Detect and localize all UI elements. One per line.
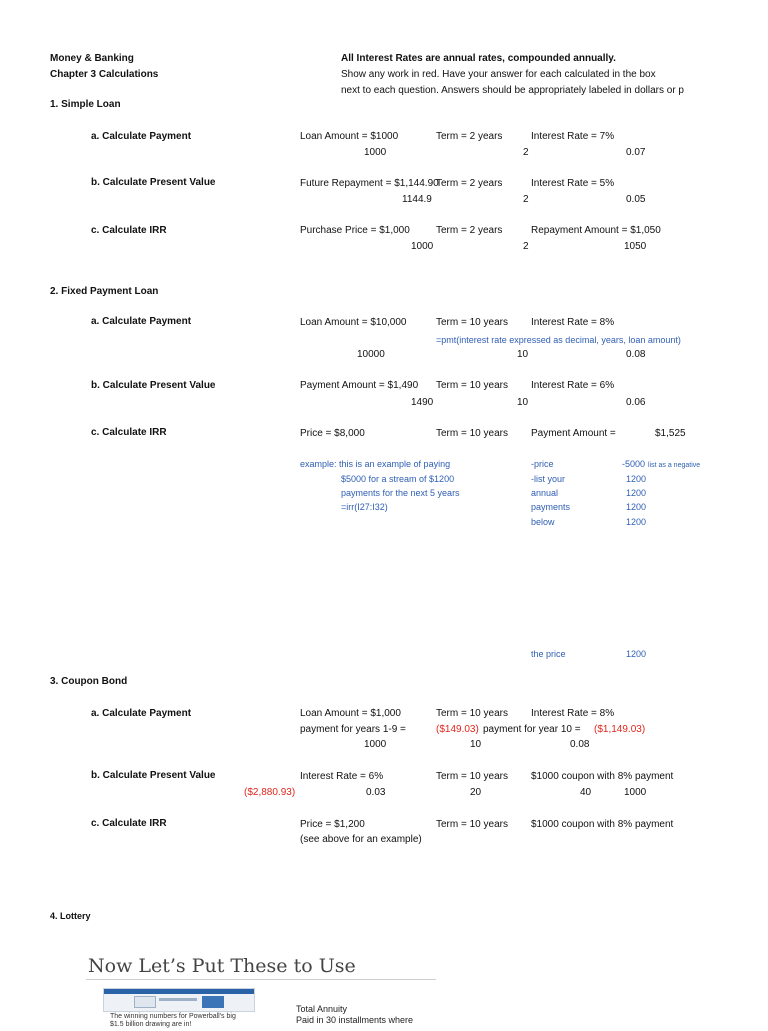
s1b-term: Term = 2 years [436, 178, 503, 189]
example-value-4[interactable]: 1200 [626, 502, 647, 512]
example-label-price: -price [531, 459, 554, 469]
s1b-value-2[interactable]: 2 [523, 194, 529, 205]
s3c-term: Term = 10 years [436, 819, 508, 830]
s1c-purchase-price: Purchase Price = $1,000 [300, 225, 410, 236]
s3c-price: Price = $1,200 [300, 819, 365, 830]
s1a-value-1[interactable]: 1000 [364, 147, 387, 158]
s2b-label: b. Calculate Present Value [91, 380, 216, 391]
example-line-2: $5000 for a stream of $1200 [341, 474, 455, 484]
s1b-value-1[interactable]: 1144.9 [402, 194, 432, 205]
s2a-rate: Interest Rate = 8% [531, 317, 615, 328]
s3a-answer-1[interactable]: ($149.03) [436, 724, 479, 735]
s2a-value-1[interactable]: 10000 [357, 349, 385, 360]
section-fixed-payment-loan: 2. Fixed Payment Loan [50, 286, 159, 297]
s1c-value-1[interactable]: 1000 [411, 241, 434, 252]
slide-title: Now Let’s Put These to Use [88, 955, 356, 977]
s2c-term: Term = 10 years [436, 428, 508, 439]
s3c-coupon: $1000 coupon with 8% payment [531, 819, 674, 830]
s3b-value-1[interactable]: 0.03 [366, 787, 386, 798]
example-value-3[interactable]: 1200 [626, 488, 647, 498]
s2b-value-3[interactable]: 0.06 [626, 397, 646, 408]
thumbnail-image [202, 996, 224, 1008]
s3b-label: b. Calculate Present Value [91, 770, 216, 781]
s3b-term: Term = 10 years [436, 771, 508, 782]
example-line-1: example: this is an example of paying [300, 459, 451, 469]
rates-note: All Interest Rates are annual rates, compounded annually. [341, 53, 616, 64]
s1a-rate: Interest Rate = 7% [531, 131, 615, 142]
example-label-payments: payments [531, 502, 571, 512]
course-title: Money & Banking [50, 53, 134, 64]
s1a-loan-amount: Loan Amount = $1000 [300, 131, 399, 142]
s2a-term: Term = 10 years [436, 317, 508, 328]
s1a-value-2[interactable]: 2 [523, 147, 529, 158]
s1a-value-3[interactable]: 0.07 [626, 147, 646, 158]
section-coupon-bond: 3. Coupon Bond [50, 676, 128, 687]
news-caption-line-1: The winning numbers for Powerball's big [110, 1013, 236, 1020]
thumbnail-text-line [159, 998, 197, 1001]
s1c-value-3[interactable]: 1050 [624, 241, 647, 252]
s3c-see-above: (see above for an example) [300, 834, 422, 845]
s1b-future-repayment: Future Repayment = $1,144.90 [300, 178, 439, 189]
thumbnail-banner [104, 989, 254, 994]
instruction-line-2: next to each question. Answers should be appropriately labeled in dollars or p [341, 85, 684, 96]
s2c-price: Price = $8,000 [300, 428, 365, 439]
thumbnail-logo [134, 996, 156, 1008]
s3a-payment-year10-label: payment for year 10 = [483, 724, 581, 735]
annuity-line-1: Total Annuity [296, 1004, 348, 1014]
s2a-loan-amount: Loan Amount = $10,000 [300, 317, 407, 328]
example-side-note: list as a negative [648, 462, 701, 469]
s3a-value-2[interactable]: 10 [470, 739, 482, 750]
news-caption-line-2: $1.5 billion drawing are in! [110, 1021, 192, 1028]
section-simple-loan: 1. Simple Loan [50, 99, 121, 110]
s3b-value-2[interactable]: 20 [470, 787, 482, 798]
s2a-value-2[interactable]: 10 [517, 349, 529, 360]
s2b-payment-amount: Payment Amount = $1,490 [300, 380, 419, 391]
s2a-value-3[interactable]: 0.08 [626, 349, 646, 360]
example-label-below: below [531, 517, 555, 527]
powerball-news-thumbnail [103, 988, 255, 1012]
example-label-list: -list your [531, 474, 566, 484]
chapter-title: Chapter 3 Calculations [50, 69, 159, 80]
example-label-annual: annual [531, 488, 559, 498]
s2c-label: c. Calculate IRR [91, 427, 167, 438]
s1c-term: Term = 2 years [436, 225, 503, 236]
s1c-repayment: Repayment Amount = $1,050 [531, 225, 661, 236]
s3b-rate: Interest Rate = 6% [300, 771, 384, 782]
slide-divider [86, 979, 436, 980]
s2b-value-2[interactable]: 10 [517, 397, 529, 408]
s2c-payment-value: $1,525 [655, 428, 686, 439]
s3a-rate: Interest Rate = 8% [531, 708, 615, 719]
example-value-1[interactable]: -5000 [622, 459, 646, 469]
s1b-rate: Interest Rate = 5% [531, 178, 615, 189]
s3a-value-3[interactable]: 0.08 [570, 739, 590, 750]
s1a-label: a. Calculate Payment [91, 131, 192, 142]
s3b-answer[interactable]: ($2,880.93) [244, 787, 296, 798]
s3a-payment-years-label: payment for years 1-9 = [300, 724, 406, 735]
example-line-3: payments for the next 5 years [341, 488, 460, 498]
example-value-2[interactable]: 1200 [626, 474, 647, 484]
s2b-rate: Interest Rate = 6% [531, 380, 615, 391]
s2a-label: a. Calculate Payment [91, 316, 192, 327]
s1b-label: b. Calculate Present Value [91, 177, 216, 188]
s2b-term: Term = 10 years [436, 380, 508, 391]
s3a-term: Term = 10 years [436, 708, 508, 719]
instruction-line-1: Show any work in red. Have your answer for each calculated in the box [341, 69, 656, 80]
example-line-4: =irr(I27:I32) [341, 502, 388, 512]
s3a-value-1[interactable]: 1000 [364, 739, 387, 750]
s1b-value-3[interactable]: 0.05 [626, 194, 646, 205]
example-the-price-label: the price [531, 649, 566, 659]
s3b-value-4[interactable]: 1000 [624, 787, 647, 798]
s3b-coupon: $1000 coupon with 8% payment [531, 771, 674, 782]
s2c-payment-amount: Payment Amount = [531, 428, 616, 439]
example-the-price-value[interactable]: 1200 [626, 649, 647, 659]
s3a-answer-2[interactable]: ($1,149.03) [594, 724, 646, 735]
annuity-line-2: Paid in 30 installments where [296, 1015, 414, 1025]
s3c-label: c. Calculate IRR [91, 818, 167, 829]
s3a-label: a. Calculate Payment [91, 708, 192, 719]
s3b-value-3[interactable]: 40 [580, 787, 592, 798]
s2a-pmt-hint: =pmt(interest rate expressed as decimal, years, loan amount) [436, 335, 681, 345]
section-lottery: 4. Lottery [50, 911, 91, 921]
example-value-5[interactable]: 1200 [626, 517, 647, 527]
s3a-loan-amount: Loan Amount = $1,000 [300, 708, 401, 719]
s1c-label: c. Calculate IRR [91, 225, 167, 236]
s1a-term: Term = 2 years [436, 131, 503, 142]
s2b-value-1[interactable]: 1490 [411, 397, 434, 408]
s1c-value-2[interactable]: 2 [523, 241, 529, 252]
